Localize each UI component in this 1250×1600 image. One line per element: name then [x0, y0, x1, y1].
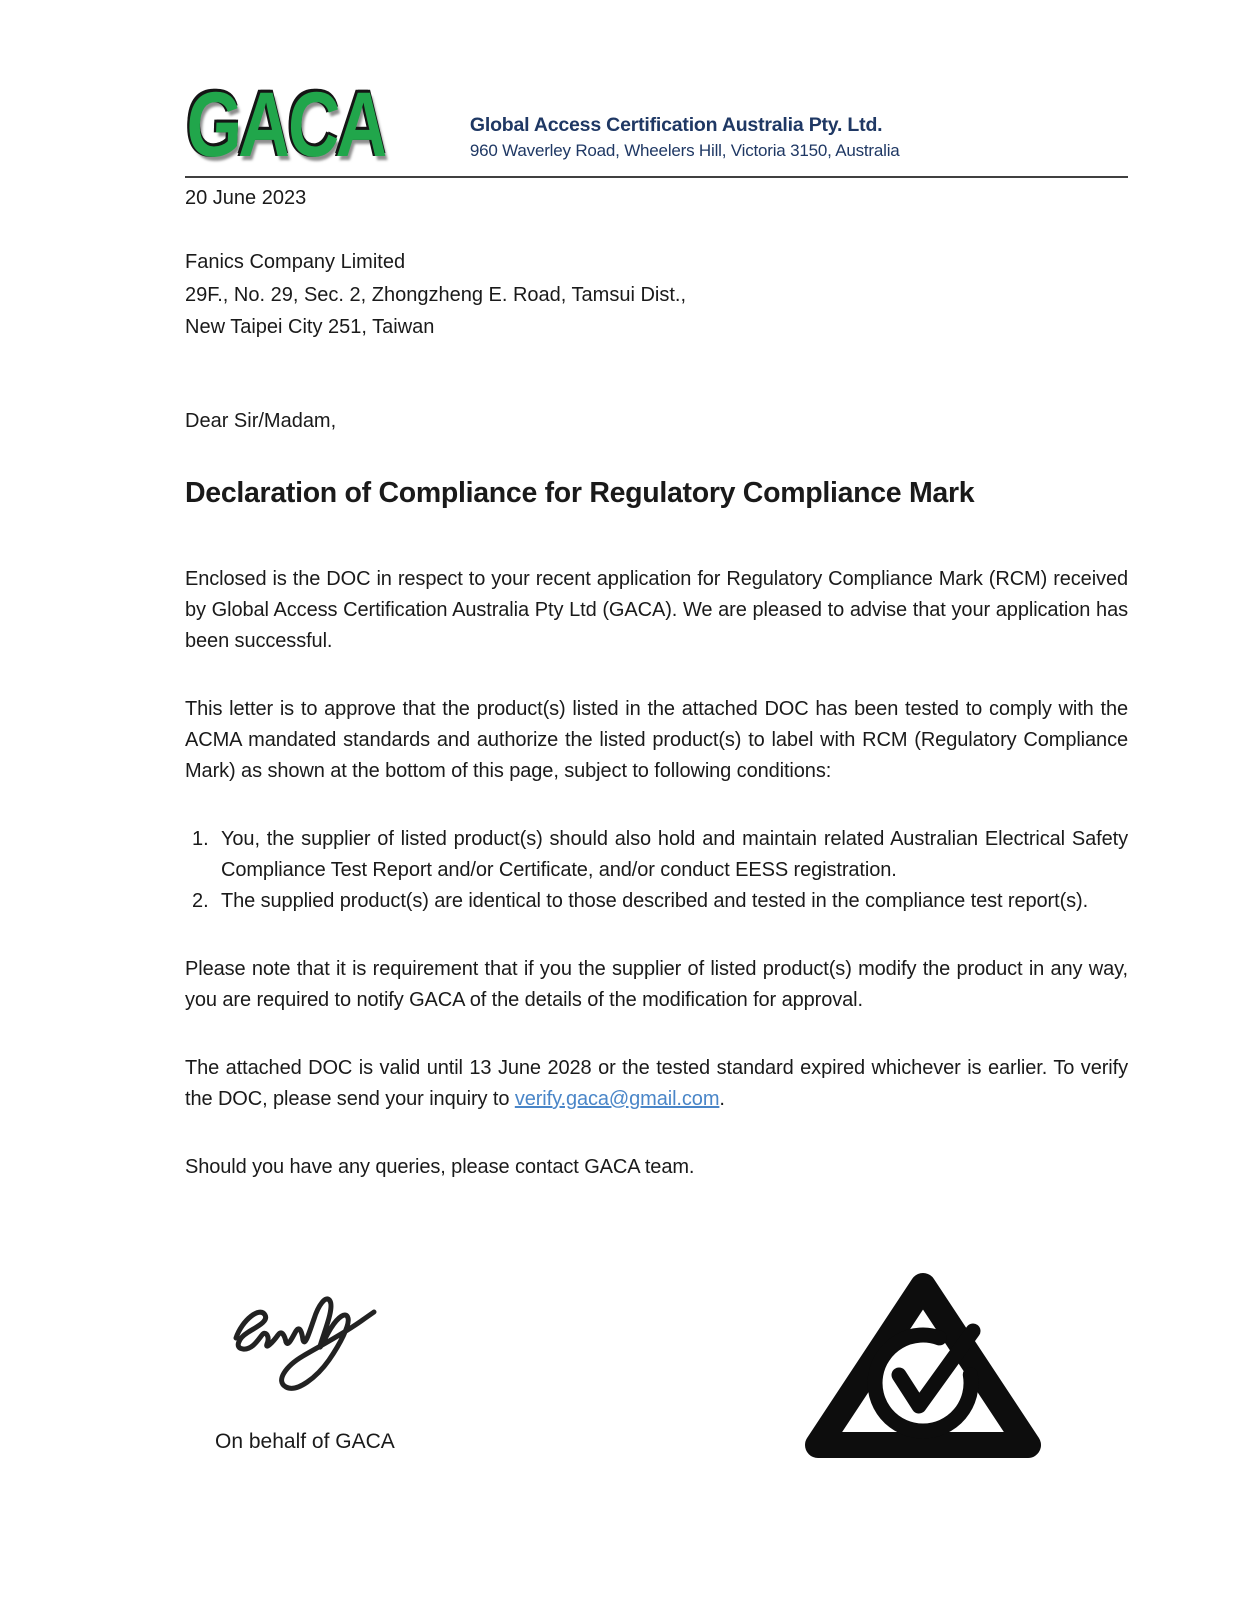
- company-address: 960 Waverley Road, Wheelers Hill, Victoria 3150, Australia: [469, 141, 900, 161]
- paragraph-modification: Please note that it is requirement that if you the supplier of listed product(s) modify the product in any way, you are required to notify GACA of the details of the modification for approval.: [185, 957, 1128, 1011]
- company-name: Global Access Certification Australia Pty. Ltd.: [469, 114, 883, 137]
- validity-text-before: The attached DOC is valid until 13 June 2028 or the tested standard expired whichever is earlier. To verify the DOC, please send your inquiry to: [185, 1056, 1128, 1110]
- condition-text: You, the supplier of listed product(s) should also hold and maintain related Australian Electrical Safety Compliance Test Report and/or Certificate, and/or conduct EESS registration.: [221, 827, 1128, 881]
- condition-number: 2.: [192, 889, 209, 912]
- gaca-logo: GACA: [184, 74, 388, 176]
- paragraph-queries: Should you have any queries, please contact GACA team.: [185, 1155, 695, 1178]
- verify-email-link[interactable]: verify.gaca@gmail.com: [514, 1087, 720, 1110]
- condition-text: The supplied product(s) are identical to those described and tested in the compliance test report(s).: [221, 889, 1089, 912]
- recipient-address-line1: 29F., No. 29, Sec. 2, Zhongzheng E. Road, Tamsui Dist.,: [185, 283, 687, 306]
- rcm-mark-icon: [798, 1264, 1048, 1464]
- recipient-block: [185, 246, 1128, 344]
- recipient-address-line2: New Taipei City 251, Taiwan: [185, 316, 435, 339]
- company-info: [470, 114, 900, 163]
- letterhead: [184, 0, 1128, 176]
- header-divider: [185, 176, 1128, 178]
- salutation: Dear Sir/Madam,: [185, 409, 337, 432]
- paragraph-approval: This letter is to approve that the product(s) listed in the attached DOC has been tested to comply with the ACMA mandated standards and authorize the listed product(s) to label with RCM (Regulatory Compliance Mark) as shown at the bottom of this page, subject to following conditions:: [185, 697, 1128, 782]
- letter-date: 20 June 2023: [185, 187, 307, 210]
- condition-item: [185, 824, 1128, 886]
- signoff-caption: On behalf of GACA: [215, 1430, 395, 1453]
- handwritten-signature: [212, 1278, 387, 1423]
- conditions-list: [185, 824, 1128, 917]
- condition-item: [185, 886, 1128, 917]
- condition-number: 1.: [192, 827, 209, 850]
- paragraph-enclosed: Enclosed is the DOC in respect to your recent application for Regulatory Compliance Mark (RCM) received by Global Access Certification Australia Pty Ltd (GACA). We are pleased to advise that your application has been successful.: [185, 567, 1128, 652]
- recipient-name: Fanics Company Limited: [185, 251, 406, 274]
- paragraph-validity: [185, 1053, 1128, 1115]
- letter-subject: Declaration of Compliance for Regulatory Compliance Mark: [185, 476, 975, 509]
- validity-text-after: .: [719, 1087, 725, 1110]
